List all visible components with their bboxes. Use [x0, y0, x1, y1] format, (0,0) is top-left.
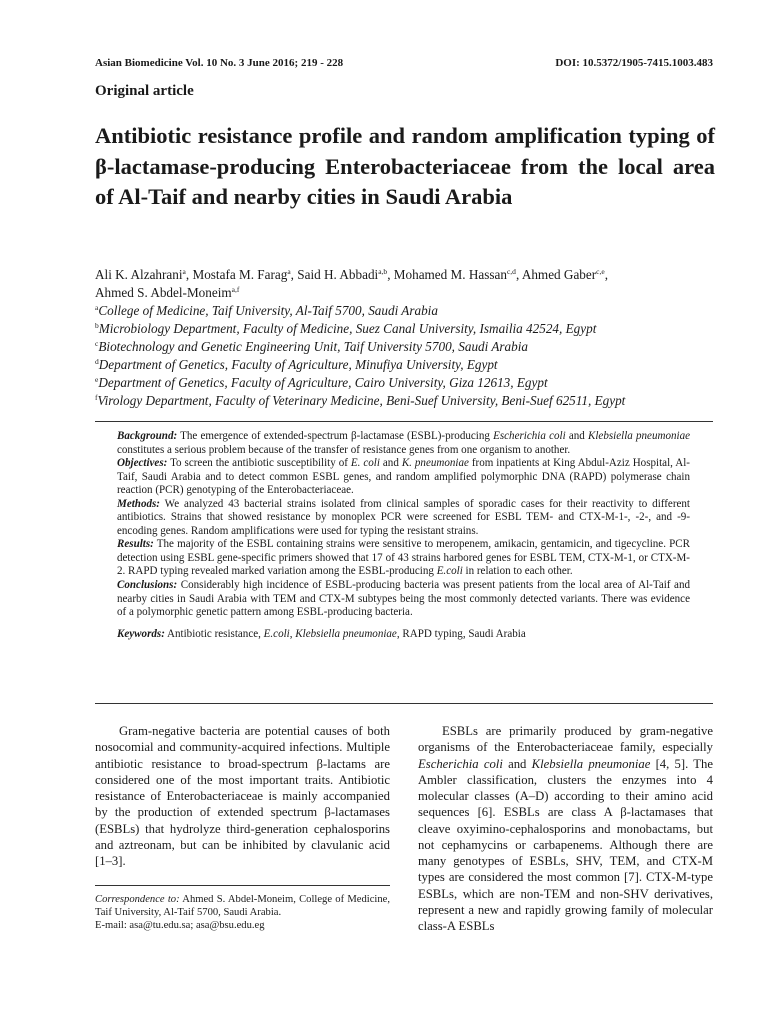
author-sup: a,b — [378, 267, 388, 276]
section-label: Objectives: — [117, 457, 168, 470]
text: We analyzed 43 bacterial strains isolated from clinical samples of sporadic cases for their reactivity to different antibiotics. Strains that showed resistance by monoplex PCR were screened for ESBL TEM- and CTX-M-1-, -2-, and -9-encoding genes. Random amplifications were used for typing the resistant strains. — [117, 497, 690, 537]
abstract-bottom-rule — [95, 703, 713, 704]
species-name: E.coli — [263, 627, 290, 640]
author-sup: c,d — [506, 267, 516, 276]
body-column-right — [418, 723, 713, 934]
species-name: K. pneumoniae — [401, 457, 469, 470]
text: Considerably high incidence of ESBL-producing bacteria was present patients from the local area of Al-Taif and nearby cities in Saudi Arabia with TEM and CTX-M subtypes being the most commonly detected variants. There was evidence of a polymorphic genetic pattern among ESBL-producing bacteria. — [117, 579, 690, 619]
affiliation-list — [95, 302, 720, 410]
affiliation — [95, 320, 720, 338]
text: , — [289, 627, 296, 640]
section-label: Results: — [117, 538, 154, 551]
species-name: Klebsiella pneumoniae — [295, 627, 397, 640]
affiliation-text: College of Medicine, Taif University, Al-Taif 5700, Saudi Arabia — [98, 303, 438, 318]
affiliation-sup: b — [95, 321, 99, 330]
affiliation-text: Department of Genetics, Faculty of Agriculture, Cairo University, Giza 12613, Egypt — [98, 375, 548, 390]
affiliation-sup: e — [95, 375, 99, 384]
affiliation-sup: d — [95, 357, 99, 366]
correspondence-rule — [95, 885, 390, 886]
body-paragraph — [418, 723, 713, 934]
text: constitutes a serious problem because of the transfer of resistance genes from one organism to another. — [117, 443, 571, 456]
title-beta: β — [95, 153, 107, 179]
text: To screen the antibiotic susceptibility of — [167, 457, 351, 470]
doi: DOI: 10.5372/1905-7415.1003.483 — [555, 57, 713, 69]
section-label: Methods: — [117, 497, 160, 510]
text: , RAPD typing, Saudi Arabia — [396, 627, 526, 640]
text: and — [565, 430, 588, 442]
title-part-1: Antibiotic resistance profile and random amplification typing of — [95, 123, 715, 148]
text: Antibiotic resistance, — [164, 627, 264, 640]
abstract — [117, 430, 690, 641]
title-part-2: -lactamase-producing Enterobacteriaceae from the local area of Al-Taif and nearby cities in Saudi Arabia — [95, 153, 715, 209]
species-name: Escherichia coli — [418, 756, 503, 771]
affiliation-sup: f — [95, 393, 98, 402]
affiliation-text: Department of Genetics, Faculty of Agriculture, Minufiya University, Egypt — [98, 357, 498, 372]
species-name: Klebsiella pneumoniae — [588, 430, 690, 442]
abstract-objectives — [117, 457, 690, 498]
abstract-results — [117, 538, 690, 579]
text: ESBLs are primarily produced by gram-negative organisms of the Enterobacteriaceae family, especially — [418, 724, 713, 755]
correspondence-text: Ahmed S. Abdel-Moneim, College of Medicine, Taif University, Al-Taif 5700, Saudi Arabia. — [95, 894, 391, 919]
affiliation-sup: c — [95, 339, 99, 348]
section-label: Background: — [117, 430, 178, 442]
text: The majority of the ESBL containing strains were sensitive to meropenem, amikacin, gentamicin, and tigecycline. PCR detection using ESBL gene-specific primers showed that 17 of 43 strains harbored genes for ESBL TEM, CTX-M-1, or CTX-M-2. RAPD typing revealed marked variation among the ESBL-producing — [117, 538, 690, 578]
text: and — [502, 756, 532, 771]
text: [4, 5]. The Ambler classification, clusters the enzymes into 4 molecular classes (A–D) according to their amino acid sequences [6]. ESBLs are class A β-lactamases that cleave oxyimino-cephalosporins and monobactams, but not cephamycins or carbapenems. Although there are many genotypes of ESBLs, SHV, TEM, and CTX-M types are considered the most common [7]. CTX-M-type ESBLs, which are non-TEM and non-SHV derivatives, represent a new and rapidly growing family of molecular class-A ESBLs — [418, 756, 713, 933]
article-title — [95, 121, 715, 213]
species-name: E. coli — [350, 457, 380, 470]
author-sup: a — [182, 267, 186, 276]
abstract-methods — [117, 498, 690, 539]
abstract-background — [117, 430, 690, 457]
abstract-keywords — [117, 628, 690, 642]
author: Said H. Abbadi — [297, 267, 379, 282]
abstract-conclusions — [117, 579, 690, 620]
text: The emergence of extended-spectrum β-lactamase (ESBL)-producing — [177, 430, 494, 442]
text: from inpatients at King Abdul-Aziz Hospital, Al-Taif, Saudi Arabia and to detect common ESBL genes, and random amplified polymorphic DNA (RAPD) polymerase chain reaction (PCR) genotyping of the Enterobacteriaceae. — [117, 457, 690, 497]
affiliation-text: Biotechnology and Genetic Engineering Unit, Taif University 5700, Saudi Arabia — [98, 339, 528, 354]
author-sup: a — [287, 267, 291, 276]
affiliation — [95, 392, 720, 410]
affiliation — [95, 374, 720, 392]
author-list: Ali K. Alzahrani$^a$, Mostafa M. Farag$^a$, Said H. Abbadi$^{a,b}$, Mohamed M. Hassan$^{c,d}$, Ahmed Gaber$^{c,e}$, Ahmed S. Abdel-Moneim$^{a,f}$ — [95, 267, 608, 300]
section-label: Keywords: — [117, 627, 165, 640]
abstract-top-rule — [95, 421, 713, 422]
species-name: Klebsiella pneumoniae — [531, 756, 651, 771]
body-column-left — [95, 723, 390, 869]
affiliation-text: Virology Department, Faculty of Veterinary Medicine, Beni-Suef University, Beni-Suef 62511, Egypt — [97, 393, 626, 408]
journal-citation: Asian Biomedicine Vol. 10 No. 3 June 2016; 219 - 228 — [95, 57, 344, 69]
affiliation — [95, 302, 720, 320]
affiliation — [95, 338, 720, 356]
correspondence-email: E-mail: asa@tu.edu.sa; asa@bsu.edu.eg — [95, 920, 265, 932]
species-name: Escherichia coli — [493, 430, 566, 442]
author: Ahmed S. Abdel-Moneim — [95, 284, 232, 300]
affiliation-sup: a — [95, 303, 99, 312]
author: Mohamed M. Hassan — [393, 267, 507, 282]
author: Ali K. Alzahrani — [95, 267, 183, 282]
affiliation-text: Microbiology Department, Faculty of Medicine, Suez Canal University, Ismailia 42524, Egypt — [98, 321, 597, 336]
text: in relation to each other. — [462, 565, 573, 578]
correspondence-note — [95, 893, 390, 933]
section-label: Conclusions: — [117, 579, 178, 592]
affiliation — [95, 356, 720, 374]
correspondence-label: Correspondence to: — [95, 894, 180, 905]
author: Mostafa M. Farag — [192, 267, 288, 282]
author-sup: c,e — [596, 267, 605, 276]
species-name: E.coli — [436, 565, 463, 578]
body-paragraph: Gram-negative bacteria are potential causes of both nosocomial and community-acquired infections. Multiple antibiotic resistance to broad-spectrum β-lactams are considered one of the most important traits. Antibiotic resistance of Enterobacteriaceae is mainly accompanied by the production of extended spectrum β-lactamases (ESBLs) that hydrolyze third-generation cephalosporins and aztreonam, but can be inhibited by clavulanic acid [1–3]. — [95, 724, 390, 868]
article-type: Original article — [95, 83, 194, 99]
author-sup: a,f — [231, 284, 240, 294]
author: Ahmed Gaber — [521, 267, 597, 282]
text: and — [379, 457, 402, 470]
